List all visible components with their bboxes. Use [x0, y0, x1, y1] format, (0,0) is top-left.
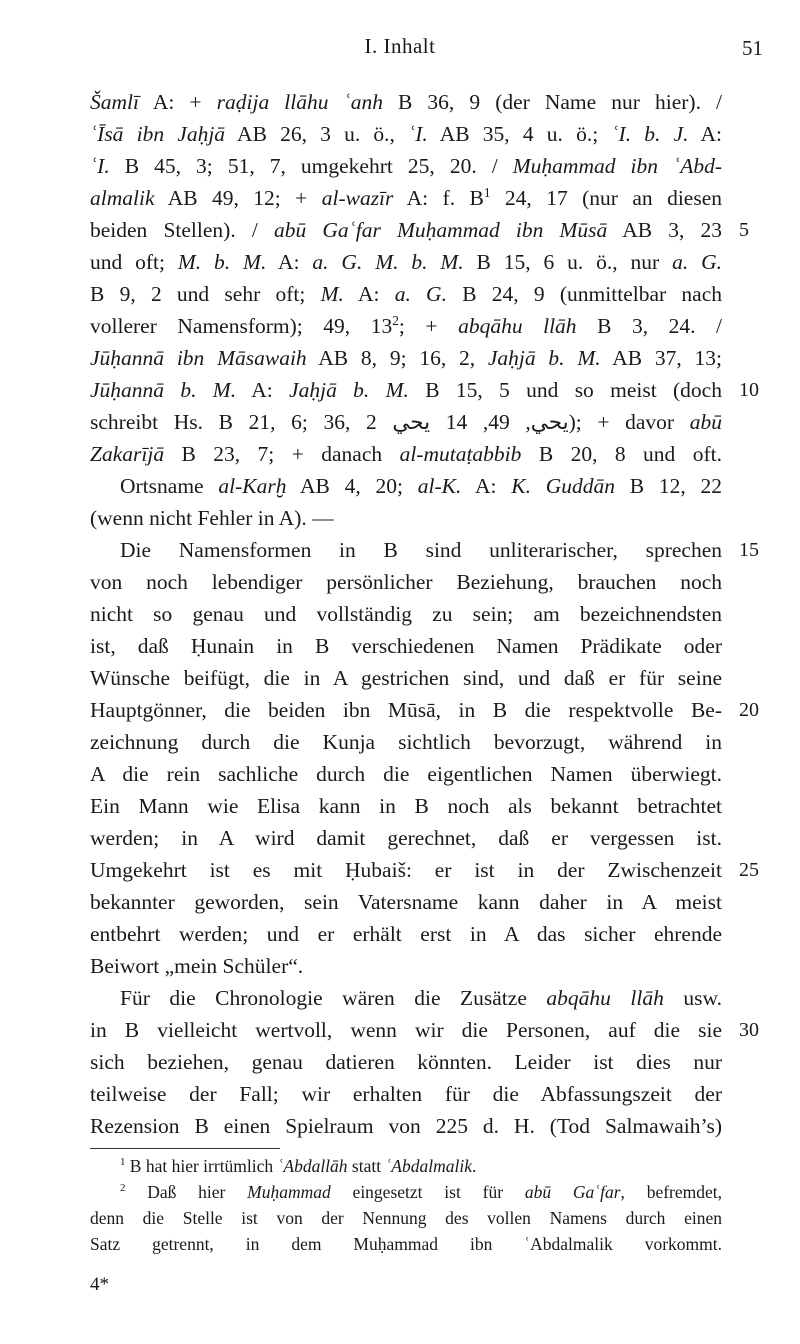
body-line: ʿĪsā ibn Jaḥjā AB 26, 3 u. ö., ʿI. AB 35, 4 u. ö.; ʿI. b. J. A: [90, 122, 722, 146]
footnote-2-cont: denn die Stelle ist von der Nennung des vollen Namens durch einen [90, 1208, 722, 1228]
body-line: vollerer Namensform); 49, $13^2$; + abqāhu llāh B 3, 24. / [90, 312, 722, 338]
body-line: zeichnung durch die Kunja sichtlich bevorzugt, während in [90, 730, 722, 754]
body-line: Zakarījā B 23, 7; + danach al-mutaṭabbib B 20, 8 und oft. [90, 442, 722, 466]
body-line: werden; in A wird damit gerechnet, daß er vergessen ist. [90, 826, 722, 850]
body-line: A die rein sachliche durch die eigentlichen Namen überwiegt. [90, 762, 722, 786]
body-line: Hauptgönner, die beiden ibn Mūsā, in B die respektvolle Be- [90, 698, 722, 722]
body-line: und oft; M. b. M. A: a. G. M. b. M. B 15, 6 u. ö., nur a. G. [90, 250, 723, 274]
body-line: Für die Chronologie wären die Zusätze abqāhu llāh usw. [120, 986, 723, 1010]
body-line: entbehrt werden; und er erhält erst in A das sicher ehrende [90, 922, 722, 946]
body-line: (wenn nicht Fehler in A). — [90, 506, 334, 530]
body-line: Wünsche beifügt, die in A gestrichen sind, und daß er für seine [90, 666, 722, 690]
footnote-2-cont: Satz getrennt, in dem Muḥammad ibn ʿAbdalmalik vorkommt. [90, 1234, 722, 1254]
line-number: 10 [739, 379, 759, 401]
body-line: bekannter geworden, sein Vatersname kann daher in A meist [90, 890, 722, 914]
page-number: 51 [742, 36, 763, 60]
body-line: ʿI. B 45, 3; 51, 7, umgekehrt 25, 20. / Muḥammad ibn ʿAbd- [90, 154, 722, 178]
running-title: I. Inhalt [364, 34, 436, 58]
line-number: 20 [739, 699, 759, 721]
body-line: in B vielleicht wertvoll, wenn wir die Personen, auf die sie [90, 1018, 722, 1042]
line-number: 5 [739, 219, 749, 241]
body-line: teilweise der Fall; wir erhalten für die Abfassungszeit der [90, 1082, 722, 1106]
body-line: Rezension B einen Spielraum von 225 d. H. (Tod Salmawaih’s) [90, 1114, 722, 1138]
footnote-2: $^2$ Daß hier Muḥammad eingesetzt ist für abū Gaʿfar, befremdet, [120, 1182, 723, 1202]
body-line: B 9, 2 und sehr oft; M. A: a. G. B 24, 9 (unmittelbar nach [90, 282, 722, 306]
body-line: Die Namensformen in B sind unliterarischer, sprechen [120, 538, 722, 562]
body-line: sich beziehen, genau datieren könnten. Leider ist dies nur [90, 1050, 722, 1074]
body-line: Ortsname al-Karḫ AB 4, 20; al-K. A: K. Guddān B 12, 22 [120, 474, 722, 498]
signature-mark: 4* [90, 1274, 109, 1295]
footnote-rule [90, 1148, 280, 1149]
body-line: Beiwort „mein Schüler“. [90, 954, 304, 978]
body-line: nicht so genau und vollständig zu sein; am bezeichnendsten [90, 602, 722, 626]
line-number: 30 [739, 1019, 759, 1041]
line-number: 25 [739, 859, 759, 881]
line-number: 15 [739, 539, 759, 561]
footnote-1: $^1$ B hat hier irrtümlich ʿAbdallāh statt ʿAbdalmalik. [120, 1156, 477, 1176]
body-line: Ein Mann wie Elisa kann in B noch als bekannt betrachtet [90, 794, 722, 818]
body-line: von noch lebendiger persönlicher Beziehung, brauchen noch [90, 570, 722, 594]
body-line: Jūḥannā ibn Māsawaih AB 8, 9; 16, 2, Jaḥjā b. M. AB 37, 13; [90, 346, 723, 370]
body-line: ist, daß Ḥunain in B verschiedenen Namen Prädikate oder [90, 634, 722, 658]
body-line: Jūḥannā b. M. A: Jaḥjā b. M. B 15, 5 und so meist (doch [90, 378, 722, 402]
body-line: Šamlī A: + raḍija llāhu ʿanh B 36, 9 (der Name nur hier). / [90, 90, 722, 114]
body-line: almalik AB 49, 12; + al-wazīr A: f. $B^1$ 24, 17 (nur an diesen [90, 184, 722, 210]
body-line: beiden Stellen). / abū Gaʿfar Muḥammad ibn Mūsā AB 3, 23 [90, 218, 722, 242]
body-line: schreibt Hs. B 21, 6; 36, 2 يحي, 49, 14 يحي); + davor abū [90, 410, 722, 434]
body-line: Umgekehrt ist es mit Ḥubaiš: er ist in der Zwischenzeit [90, 858, 722, 882]
